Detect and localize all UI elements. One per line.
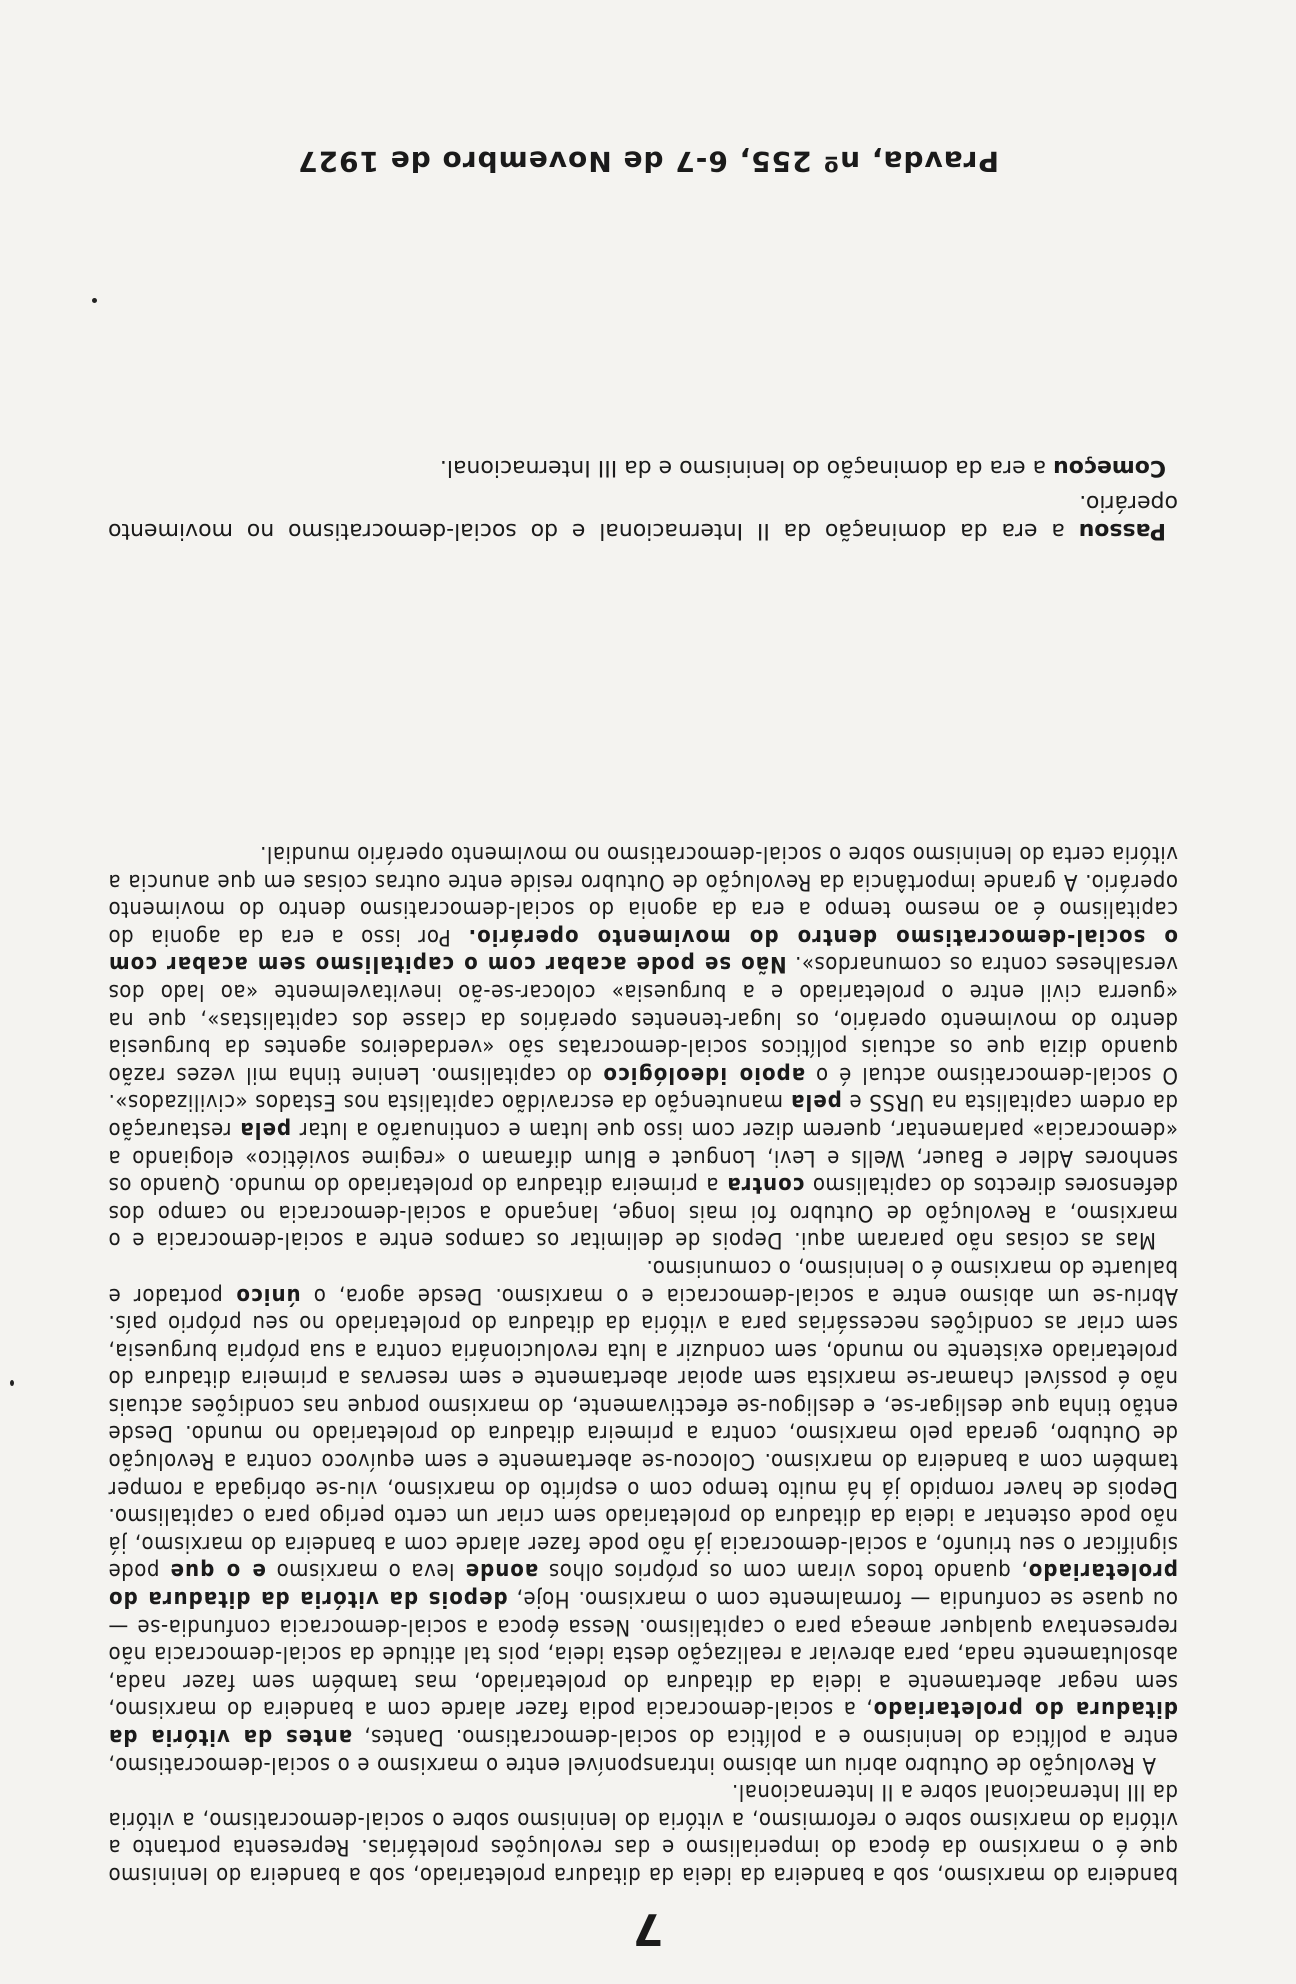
scan-speck xyxy=(10,1380,14,1386)
source-citation: Pravda, nº 255, 6-7 de Novembro de 1927 xyxy=(297,145,999,178)
paragraph-2: A Revolução de Outubro abriu um abismo intransponível entre o marxismo e o social-democratismo, entre a política do leninismo e a política do social-democratismo. Dantes, antes da vitória da ditadura do proletariado, a social-democracia podia fazer alarde com a bandeira do marxismo, sem negar abertamente a ideia da ditadura do proletariado, mas também sem fazer nada, absolutamente nada, para abreviar a realização desta ideia, pois tal atitude da social-democracia não representava qualquer ameaça para o capitalismo. Nessa época a social-democracia confundia-se — ou quase se confundia — formalmente com o marxismo. Hoje, depois da vitória da ditadura do proletariado, quando todos viram com os próprios olhos aonde leva o marxismo e o que pode significar o seu triunfo, a social-democracia já não pode fazer alarde com a bandeira do marxismo, já não pode ostentar a ideia da ditadura do proletariado sem criar um certo perigo para o capitalismo. Depois de haver rompido já há muito tempo com o espírito do marxismo, viu-se obrigada a romper também com a bandeira do marxismo. Colocou-se abertamente e sem equívoco contra a Revolução de Outubro, gerada pelo marxismo, contra a primeira ditadura do proletariado no mundo. Desde então tinha que desligar-se, e desligou-se efectivamente, do marxismo porque nas condições actuais não é possível chamar-se marxista sem apoiar abertamente e sem reservas a primeira ditadura do proletariado existente no mundo, sem conduzir a luta revolucionária contra a sua própria burguesia, sem criar as condições necessárias para a vitória da ditadura do proletariado no seu próprio país. Abriu-se um abismo entre a social-democracia e o marxismo. Desde agora, o único portador e baluarte do marxismo é o leninismo, o comunismo. xyxy=(107,1254,1178,1777)
article-body xyxy=(108,839,1178,1888)
page-number: 7 xyxy=(632,1903,664,1954)
closing-line-comecou: Começou a era da dominação do leninismo e da III Internacional. xyxy=(439,454,1166,480)
closing-line-passou: Passou a era da dominação da II Internacional e do social-democratismo no movimento operário. xyxy=(107,490,1178,543)
closing-statements xyxy=(108,453,1178,544)
paragraph-3: Mas as coisas não pararam aqui. Depois de delimitar os campos entre a social-democracia e o marxismo, a Revolução de Outubro foi mais longe, lançando a social-democracia no campo dos defensores directos do capitalismo contra a primeira ditadura do proletariado do mundo. Quando os senhores Adler e Bauer, Wells e Levi, Longuet e Blum difamam o «regime soviético» elogiando a «democracia» parlamentar, querem dizer com isso que lutam e continuarão a lutar pela restauração da ordem capitalista na URSS e pela manutenção da escravidão capitalista nos Estados «civilizados». O social-democratismo actual é o apoio ideológico do capitalismo. Lenine tinha mil vezes razão quando dizia que os actuais políticos social-democratas são «verdadeiros agentes da burguesia dentro do movimento operário, os lugar-tenentes operários da classe dos capitalistas», que na «guerra civil entre o proletariado e a burguesia» colocar-se-ão inevitavelmente «ao lado dos versalheses contra os comunardos». Não se pode acabar com o capitalismo sem acabar com o social-democratismo dentro do movimento operário. Por isso a era da agonia do capitalismo é ao mesmo tempo a era da agonia do social-democratismo dentro do movimento operário. A grande importância da Revolução de Outubro reside entre outras coisas em que anuncia a vitória certa do leninismo sobre o social-democratismo no movimento operário mundial. xyxy=(108,841,1178,1253)
scan-speck xyxy=(92,298,97,303)
paragraph-1: bandeira do marxismo, sob a bandeira da ideia da ditadura proletariado, sob a bandeira do leninismo que é o marxismo da época do imperialismo e das revoluções proletárias. Representa portanto a vitória do marxismo sobre o reformismo, a vitória do leninismo sobre o social-democratismo, a vitória da III Internacional sobre a II Internacional. xyxy=(108,1779,1178,1887)
